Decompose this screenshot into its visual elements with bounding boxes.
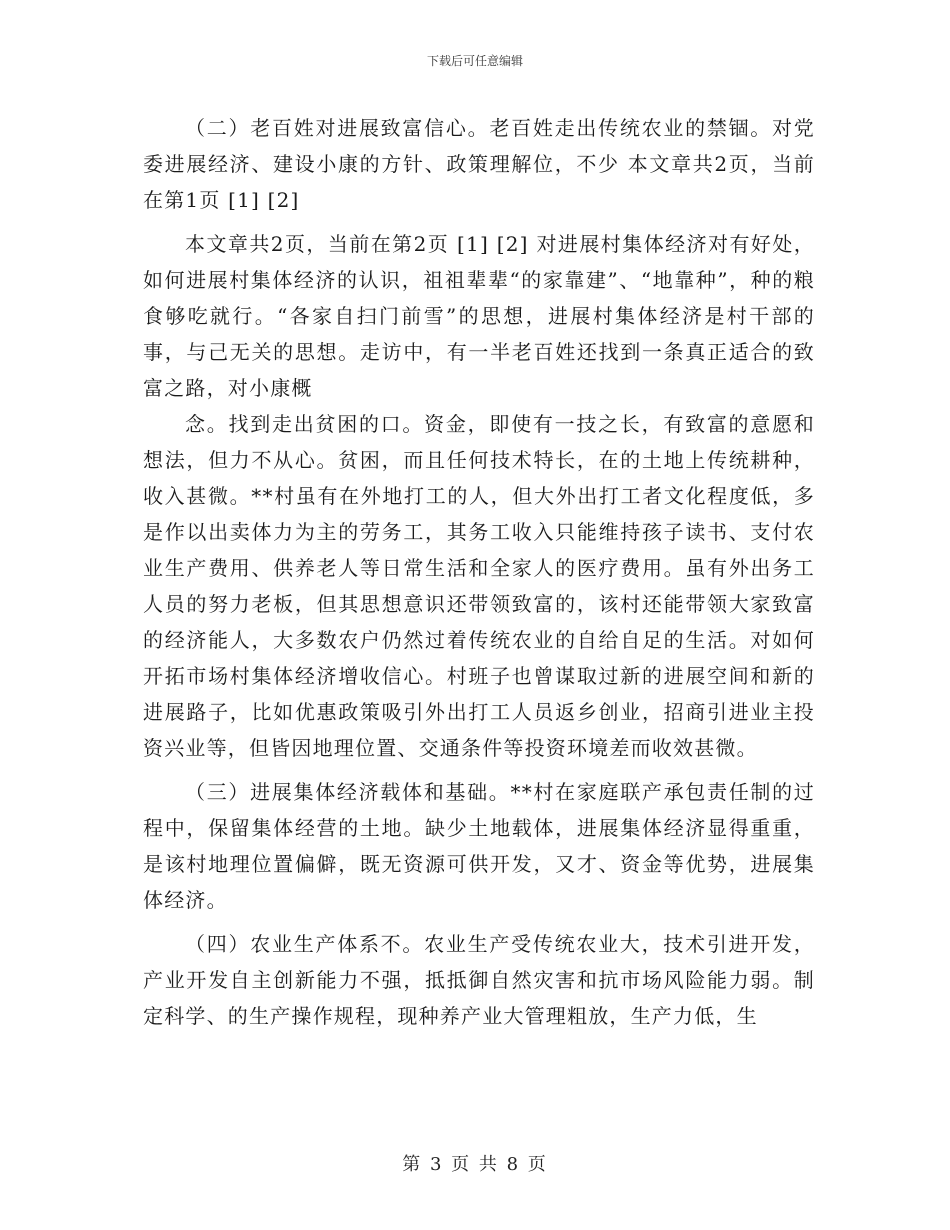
document-body xyxy=(143,110,815,1034)
page-header: 下载后可任意编辑 xyxy=(426,54,523,68)
paragraph-3: （三）进展集体经济载体和基础。**村在家庭联产承包责任制的过程中，保留集体经营的土地。缺少土地载体，进展集体经济显得重重，是该村地理位置偏僻，既无资源可供开发，又才、资金等优势，进展集体经济。 xyxy=(143,780,815,912)
paragraph-poverty: 念。找到走出贫困的口。资金，即使有一技之长，有致富的意愿和想法，但力不从心。贫困，而且任何技术特长，在的土地上传统耕种，收入甚微。**村虽有在外地打工的人，但大外出打工者文化程度低，多是作以出卖体力为主的劳务工，其务工收入只能维持孩子读书、支付农业生产费用、供养老人等日常生活和全家人的医疗费用。虽有外出务工人员的努力老板，但其思想意识还带领致富的，该村还能带领大家致富的经济能人，大多数农户仍然过着传统农业的自给自足的生活。对如何开拓市场村集体经济增收信心。村班子也曾谋取过新的进展空间和新的进展路子，比如优惠政策吸引外出打工人员返乡创业，招商引进业主投资兴业等，但皆因地理位置、交通条件等投资环境差而收效甚微。 xyxy=(143,412,815,760)
paragraph-2: （二）老百姓对进展致富信心。老百姓走出传统农业的禁锢。对党委进展经济、建设小康的方针、政策理解位，不少 本文章共2页，当前在第1页 [1] [2] xyxy=(143,116,815,212)
paragraph-4: （四）农业生产体系不。农业生产受传统农业大，技术引进开发，产业开发自主创新能力不强，抵抵御自然灾害和抗市场风险能力弱。制定科学、的生产操作规程，现种养产业大管理粗放，生产力低，生 xyxy=(143,932,815,1028)
page-number: 第 3 页 共 8 页 xyxy=(402,1154,548,1175)
paragraph-continued: 本文章共2页，当前在第2页 [1] [2] 对进展村集体经济对有好处，如何进展村集体经济的认识，祖祖辈辈“的家靠建”、“地靠种”，种的粮食够吃就行。“各家自扫门前雪”的思想，进展村集体经济是村干部的事，与己无关的思想。走访中，有一半老百姓还找到一条真正适合的致富之路，对小康概 xyxy=(143,232,815,400)
